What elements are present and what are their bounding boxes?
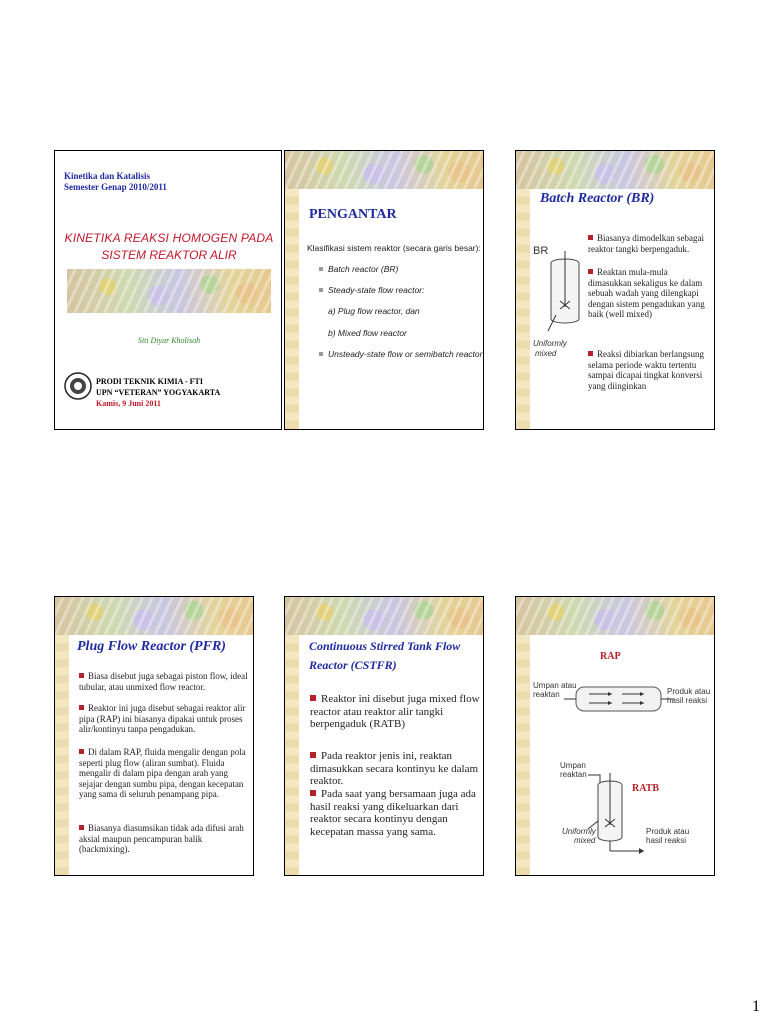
list-item: Batch reactor (BR) bbox=[319, 264, 398, 274]
slide-heading: Batch Reactor (BR) bbox=[540, 191, 655, 206]
slide-title-line1: KINETIKA REAKSI HOMOGEN PADA bbox=[64, 231, 274, 245]
bullet-1: Biasanya dimodelkan sebagai reaktor tangki berpengaduk. bbox=[588, 233, 704, 254]
list-item: a) Plug flow reactor, dan bbox=[328, 306, 420, 316]
university: UPN “VETERAN” YOGYAKARTA bbox=[96, 388, 221, 397]
slide-3 bbox=[515, 150, 715, 430]
slide-heading-line1: Continuous Stirred Tank Flow bbox=[309, 639, 461, 653]
decorative-strip bbox=[285, 189, 299, 430]
bullet-2: Reaktor ini juga disebut sebagai reaktor alir pipa (RAP) ini biasanya dipakai untuk proses alir/kontinyu tanpa pengadukan. bbox=[79, 703, 246, 734]
list-item: b) Mixed flow reactor bbox=[328, 328, 407, 338]
slide-heading: PENGANTAR bbox=[309, 207, 397, 222]
bullet-3: Pada saat yang bersamaan juga ada hasil reaksi yang dikeluarkan dari reaktor secara kontinyu dengan kecepatan massa yang sama. bbox=[310, 788, 476, 838]
decorative-banner bbox=[285, 151, 483, 189]
decorative-banner bbox=[516, 597, 714, 635]
slide-title-line2: SISTEM REAKTOR ALIR bbox=[101, 248, 237, 262]
date: Kamis, 9 Juni 2011 bbox=[96, 399, 161, 408]
decorative-banner bbox=[516, 151, 714, 189]
bullet-2: Reaktan mula-mula dimasukkan sekaligus ke dalam sebuah wadah yang dilengkapi dengan sistem pengadukan yang baik (well mixed) bbox=[588, 267, 705, 319]
feed-label-ratb: Umpan reaktan bbox=[560, 761, 587, 779]
decorative-strip bbox=[516, 189, 530, 430]
product-label-ratb: Produk atau hasil reaksi bbox=[646, 827, 690, 845]
decorative-banner bbox=[285, 597, 483, 635]
intro-text: Klasifikasi sistem reaktor (secara garis besar): bbox=[307, 243, 481, 253]
bullet-1: Reaktor ini disebut juga mixed flow reactor atau reaktor alir tangki berpengaduk (RATB) bbox=[310, 693, 480, 730]
semester: Semester Genap 2010/2011 bbox=[64, 182, 167, 192]
bullet-2: Pada reaktor jenis ini, reaktan dimasukkan secara kontinyu ke dalam reaktor. bbox=[310, 750, 479, 787]
ratb-label: RATB bbox=[632, 783, 660, 794]
department: PRODI TEKNIK KIMIA - FTI bbox=[96, 377, 203, 386]
decorative-strip bbox=[516, 635, 530, 876]
decorative-banner bbox=[67, 269, 271, 313]
slide-4 bbox=[54, 596, 254, 876]
feed-label-rap: Umpan atau reaktan bbox=[533, 681, 577, 699]
slide-1 bbox=[54, 150, 282, 430]
decorative-strip bbox=[55, 635, 69, 876]
rap-label: RAP bbox=[600, 651, 621, 662]
author: Siti Diyar Kholisoh bbox=[137, 336, 201, 345]
product-label-rap: Produk atau hasil reaksi bbox=[667, 687, 711, 705]
list-item: Unsteady-state flow or semibatch reactor bbox=[319, 349, 482, 359]
page-number: 1 bbox=[752, 998, 760, 1015]
bullet-3: Di dalam RAP, fluida mengalir dengan pola seperti plug flow (aliran sumbat). Fluida mengalir di dalam pipa dengan arah yang sejajar dengan sumbu pipa, dengan kecepatan yang sama di seluruh penampang pipa. bbox=[79, 747, 246, 799]
slide-heading-line2: Reactor (CSTFR) bbox=[309, 658, 397, 672]
bullet-4: Biasanya diasumsikan tidak ada difusi arah aksial maupun pencampuran balik (backmixing). bbox=[79, 823, 244, 854]
decorative-strip bbox=[285, 635, 299, 876]
slide-5 bbox=[284, 596, 484, 876]
plug-flow-diagram bbox=[564, 681, 674, 721]
slide-2 bbox=[284, 150, 484, 430]
slide-6 bbox=[515, 596, 715, 876]
slide-heading: Plug Flow Reactor (PFR) bbox=[77, 639, 226, 654]
list-item: Steady-state flow reactor: bbox=[319, 285, 424, 295]
decorative-banner bbox=[55, 597, 253, 635]
course-name: Kinetika dan Katalisis bbox=[64, 171, 151, 181]
bullet-1: Biasa disebut juga sebagai piston flow, ideal tubular, atau unmixed flow reactor. bbox=[79, 671, 248, 692]
uniformly-mixed-label: Uniformly mixed bbox=[562, 827, 596, 845]
uniformly-mixed-label: Uniformly mixed bbox=[533, 339, 567, 358]
university-logo bbox=[64, 372, 92, 400]
br-label: BR bbox=[533, 245, 549, 257]
bullet-3: Reaksi dibiarkan berlangsung selama periode waktu tertentu sampai dicapai tingkat konversi yang diinginkan bbox=[588, 349, 704, 391]
